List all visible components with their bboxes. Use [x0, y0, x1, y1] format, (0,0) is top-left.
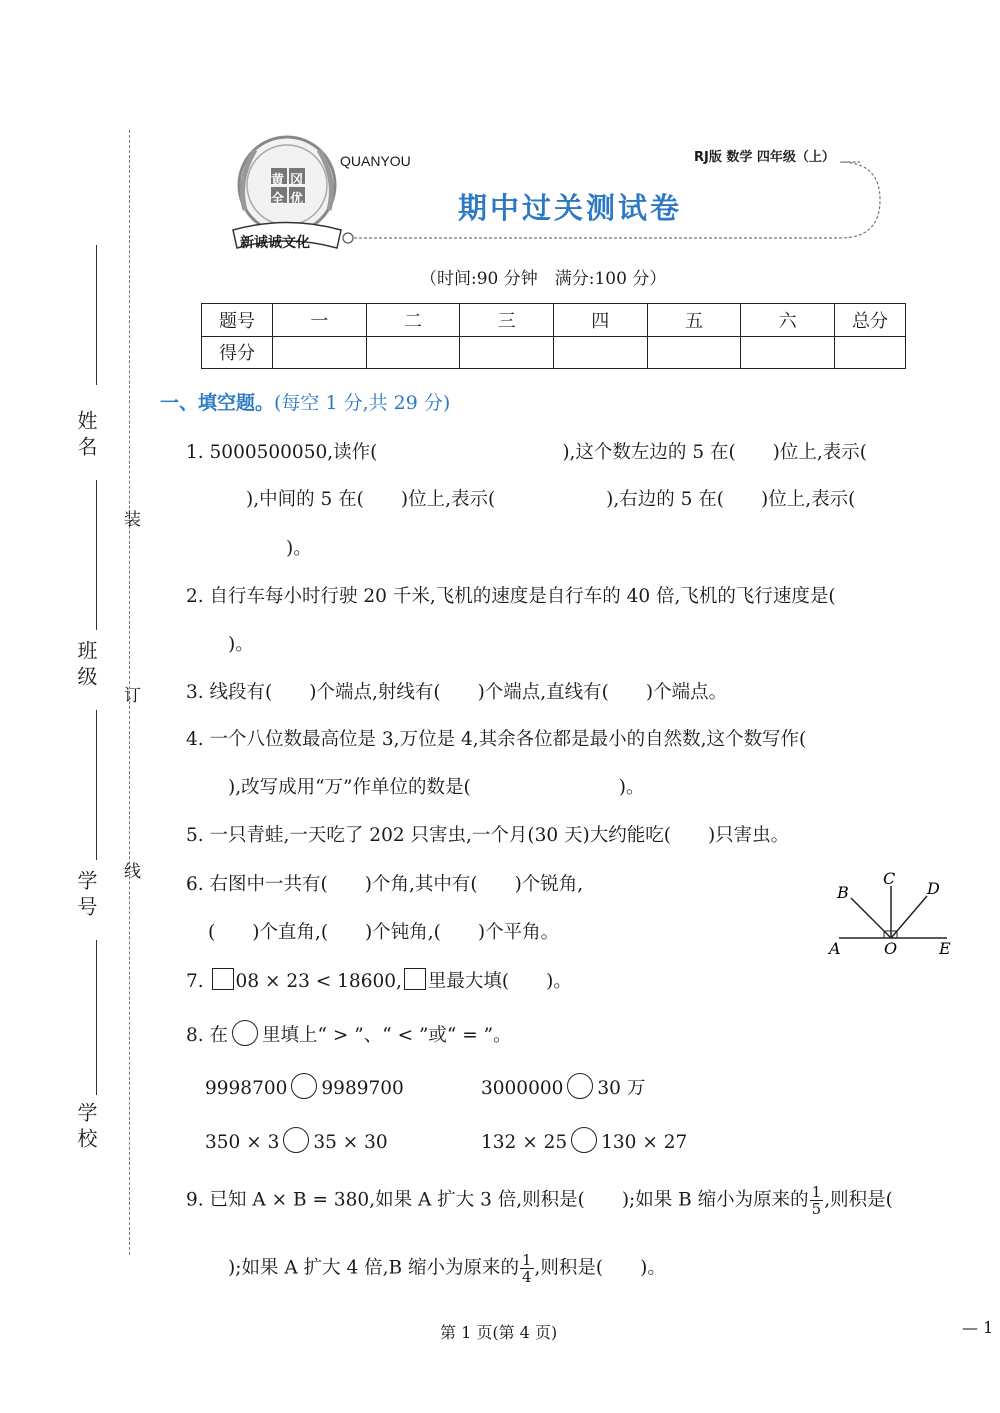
circle-icon [232, 1020, 258, 1046]
id-label: 学号 [74, 870, 98, 922]
name-blank-line [96, 245, 97, 385]
compare-left: 3000000 [481, 1078, 564, 1099]
fraction-one-quarter [520, 1252, 534, 1285]
q3: 3. 线段有( )个端点,射线有( )个端点,直线有( )个端点。 [186, 682, 728, 703]
q9-line2 [228, 1252, 666, 1285]
q7-expression: 08 × 23 < 18600, [235, 971, 402, 992]
score-cell[interactable] [273, 336, 367, 369]
logo-text-bottom: 全优 [271, 192, 310, 207]
q8 [186, 1020, 512, 1047]
q4-line2: ),改写成用“万”作单位的数是( )。 [228, 777, 645, 798]
q2-line2: )。 [228, 634, 254, 655]
score-cell[interactable] [460, 336, 554, 369]
binding-zhuang: 装 [120, 510, 140, 533]
score-header: 六 [741, 304, 835, 337]
compare-circle[interactable] [291, 1073, 317, 1099]
compare-right: 9989700 [321, 1078, 404, 1099]
label-b: B [837, 883, 849, 902]
q7-number: 7. [186, 971, 204, 992]
fraction-den: 4 [521, 1268, 532, 1286]
q7-box-ref [404, 968, 426, 990]
score-header: 二 [366, 304, 460, 337]
label-e: E [939, 939, 951, 958]
time-info: （时间:90 分钟 满分:100 分） [420, 269, 667, 289]
fraction-num: 1 [811, 1183, 822, 1201]
compare-item [481, 1073, 645, 1100]
q7 [186, 967, 572, 993]
score-header: 五 [647, 304, 741, 337]
binding-xian: 线 [120, 862, 140, 885]
compare-item [205, 1127, 388, 1153]
q8-prefix: 8. 在 [186, 1025, 229, 1046]
compare-circle[interactable] [283, 1127, 309, 1153]
compare-left: 132 × 25 [481, 1132, 568, 1153]
score-cell[interactable] [835, 336, 906, 369]
section-title-text: 一、填空题。 [160, 392, 275, 414]
q4-line1: 4. 一个八位数最高位是 3,万位是 4,其余各位都是最小的自然数,这个数写作( [186, 729, 807, 750]
q1-line2: ),中间的 5 在( )位上,表示( ),右边的 5 在( )位上,表示( [246, 489, 856, 510]
score-cell[interactable] [366, 336, 460, 369]
page-number: 第 1 页(第 4 页) [440, 1323, 558, 1342]
edition-label: RJ版 数学 四年级（上） [694, 150, 835, 165]
school-label: 学校 [74, 1102, 98, 1154]
name-label: 姓名 [74, 410, 98, 462]
q6-line1: 6. 右图中一共有( )个角,其中有( )个锐角, [186, 874, 584, 895]
id-blank-line [96, 710, 97, 860]
side-page-number: — 1 [962, 1318, 994, 1337]
section-title [160, 388, 450, 415]
score-row-label: 得分 [202, 336, 273, 369]
score-header: 总分 [835, 304, 906, 337]
q9-line1 [186, 1184, 893, 1217]
compare-right: 30 万 [597, 1078, 646, 1099]
brand-name: QUANYOU [340, 153, 411, 169]
q6-line2: ( )个直角,( )个钝角,( )个平角。 [208, 922, 560, 943]
q1-line1: 1. 5000500050,读作( ),这个数左边的 5 在( )位上,表示( [186, 442, 867, 463]
score-cell[interactable] [741, 336, 835, 369]
score-header: 四 [553, 304, 647, 337]
binding-ding: 订 [120, 686, 140, 709]
class-label: 班级 [74, 640, 98, 692]
compare-right: 35 × 30 [313, 1132, 388, 1153]
logo-text-top: 黄冈 [271, 173, 310, 188]
compare-circle[interactable] [567, 1073, 593, 1099]
q2-line1: 2. 自行车每小时行驶 20 千米,飞机的速度是自行车的 40 倍,飞机的飞行速度是( [186, 586, 836, 607]
q9-line2-text: );如果 A 扩大 4 倍,B 缩小为原来的 [228, 1257, 519, 1279]
q8-suffix: 里填上“ > ”、“ < ”或“ = ”。 [262, 1025, 512, 1046]
compare-left: 9998700 [205, 1078, 288, 1099]
q9-line1-end: ,则积是( [824, 1189, 893, 1211]
score-table [201, 303, 906, 369]
score-header: 三 [460, 304, 554, 337]
q9-line1-text: 9. 已知 A × B = 380,如果 A 扩大 3 倍,则积是( );如果 B 缩小为原来的 [186, 1189, 809, 1211]
q1-line3: )。 [286, 538, 312, 559]
label-o: O [884, 939, 898, 958]
q9-line2-end: ,则积是( )。 [534, 1257, 666, 1279]
score-cell[interactable] [647, 336, 741, 369]
score-header: 题号 [202, 304, 273, 337]
class-blank-line [96, 480, 97, 630]
q7-question: 里最大填( )。 [427, 971, 572, 992]
compare-item [481, 1127, 687, 1153]
angle-figure [825, 868, 960, 963]
compare-item [205, 1073, 404, 1099]
q7-answer-box[interactable] [212, 968, 234, 990]
fraction-den: 5 [811, 1200, 822, 1218]
score-header: 一 [273, 304, 367, 337]
fraction-num: 1 [521, 1251, 532, 1269]
logo-banner: 新诚诚文化 [240, 235, 310, 251]
score-cell[interactable] [553, 336, 647, 369]
label-c: C [883, 869, 896, 888]
page-title: 期中过关测试卷 [458, 191, 683, 225]
label-d: D [927, 879, 940, 898]
school-blank-line [96, 940, 97, 1095]
section-note: (每空 1 分,共 29 分) [274, 392, 451, 414]
fraction-one-fifth [810, 1184, 824, 1217]
label-a: A [829, 939, 841, 958]
compare-right: 130 × 27 [601, 1132, 688, 1153]
q5: 5. 一只青蛙,一天吃了 202 只害虫,一个月(30 天)大约能吃( )只害虫。 [186, 825, 790, 846]
compare-left: 350 × 3 [205, 1132, 280, 1153]
compare-circle[interactable] [571, 1127, 597, 1153]
